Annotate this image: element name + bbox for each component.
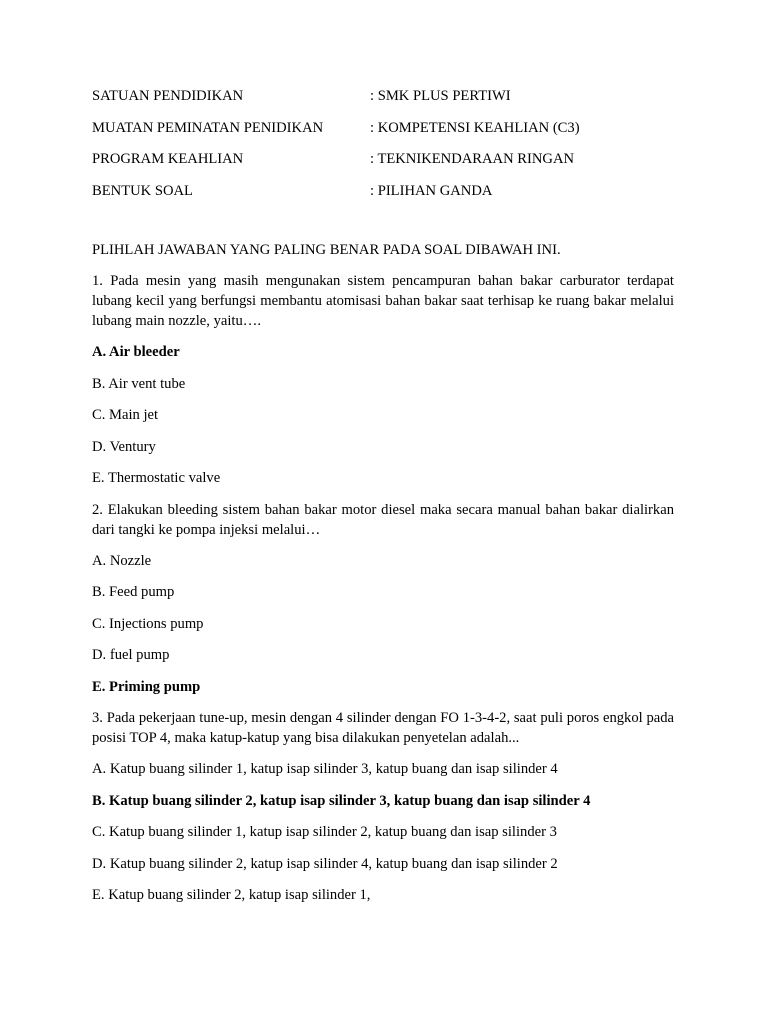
question-block [92,708,674,905]
header-row-satuan [92,86,674,118]
question-text: 2. Elakukan bleeding sistem bahan bakar motor diesel maka secara manual bahan bakar dialirkan dari tangki ke pompa injeksi melalui… [92,501,674,538]
header-value: : PILIHAN GANDA [370,182,493,199]
header-row-muatan [92,118,674,150]
header-value: : TEKNIKENDARAAN RINGAN [370,151,575,167]
answer-option: A. Air bleeder [92,344,180,360]
question-block [92,500,674,697]
header-key: PROGRAM KEAHLIAN [92,151,244,167]
question-text: 1. Pada mesin yang masih mengunakan sistem pencampuran bahan bakar carburator terdapat lubang kecil yang berfungsi membantu atomisasi bahan bakar saat terhisap ke ruang bakar melalui lubang main nozzle, yaitu…. [92,273,674,329]
header-value: : SMK PLUS PERTIWI [370,88,511,104]
answer-option: E. Thermostatic valve [92,470,221,486]
answer-option: B. Feed pump [92,584,175,600]
question-text: 3. Pada pekerjaan tune-up, mesin dengan 4 silinder dengan FO 1-3-4-2, saat puli poros engkol pada posisi TOP 4, maka katup-katup yang bisa dilakukan penyetelan adalah... [92,710,674,746]
instruction-text: PLIHLAH JAWABAN YANG PALING BENAR PADA SOAL DIBAWAH INI. [92,242,561,258]
answer-option: A. Katup buang silinder 1, katup isap silinder 3, katup buang dan isap silinder 4 [92,761,558,777]
answer-option: D. fuel pump [92,647,170,663]
header-value: : KOMPETENSI KEAHLIAN (C3) [370,119,580,136]
answer-option: D. Ventury [92,438,156,455]
answer-option: E. Katup buang silinder 2, katup isap silinder 1, [92,887,371,903]
answer-option: B. Katup buang silinder 2, katup isap silinder 3, katup buang dan isap silinder 4 [92,792,591,809]
header-row-program [92,149,674,181]
header-key: SATUAN PENDIDIKAN [92,88,244,104]
question-block [92,271,674,488]
header-key: BENTUK SOAL [92,182,193,199]
answer-option: A. Nozzle [92,552,152,569]
header-key: MUATAN PEMINATAN PENIDIKAN [92,119,324,136]
answer-option: C. Katup buang silinder 1, katup isap silinder 2, katup buang dan isap silinder 3 [92,824,557,840]
answer-option: D. Katup buang silinder 2, katup isap silinder 4, katup buang dan isap silinder 2 [92,855,558,872]
header-info-table [92,86,674,212]
document-page [92,86,674,917]
header-row-bentuk [92,181,674,213]
answer-option: B. Air vent tube [92,375,186,392]
answer-option: C. Injections pump [92,615,204,632]
answer-option: E. Priming pump [92,678,201,695]
answer-option: C. Main jet [92,407,159,423]
